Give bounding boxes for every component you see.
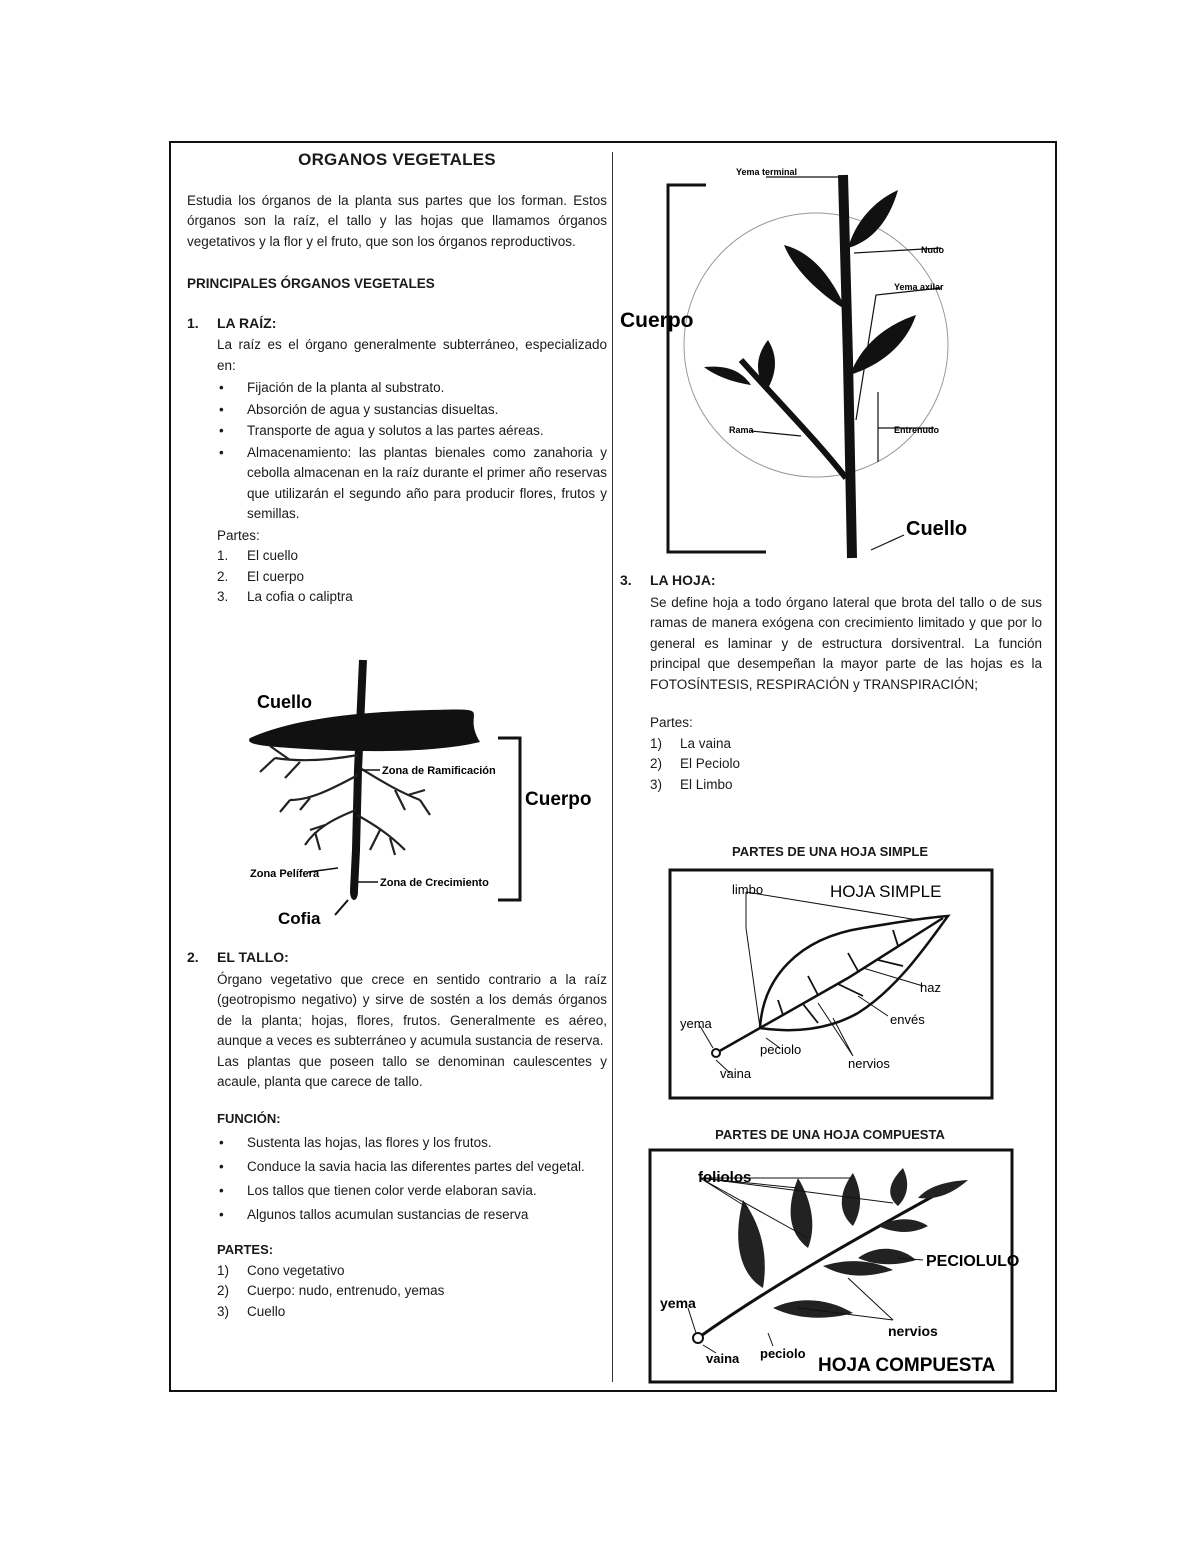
funcion-label: FUNCIÓN: [217,1110,281,1126]
list-item: 1) La vaina [650,735,732,751]
list-item: 1) Cono vegetativo [217,1262,345,1278]
raiz-heading [187,313,607,334]
simple-haz-label: haz [920,980,941,995]
stem-branch [741,360,846,478]
root-cuello-label: Cuello [257,692,313,712]
raiz-number: 1. [187,314,199,331]
stem-nudo-label: Nudo [921,245,944,255]
compound-peciolulo-label: PECIOLULO [926,1253,1020,1270]
list-item: 2) Cuerpo: nudo, entrenudo, yemas [217,1283,445,1298]
simple-vaina-label: vaina [720,1066,752,1081]
cuerpo-bracket [498,738,520,900]
list-item: 3) Cuello [217,1303,286,1319]
simple-enves-label: envés [890,1012,925,1027]
stem-rama-label: Rama [729,425,754,435]
principal-heading: PRINCIPALES ÓRGANOS VEGETALES [187,276,435,291]
hoja-simple-diagram [668,868,994,1100]
stem-cuerpo-label: Cuerpo [620,309,694,332]
list-item: 2) El Peciolo [650,756,741,771]
list-item: 1. El cuello [217,548,299,563]
compound-peciolo-label: peciolo [760,1346,806,1361]
list-item: • Almacenamiento: las plantas bienales como zanahoria y cebolla almacenan en la raíz durante el primer año reservas que utilizarán el segundo año para producir flores, frutos y semillas. [217,443,607,525]
list-item: 3) El Limbo [650,776,733,792]
raiz-title: LA RAÍZ: [217,314,277,331]
list-item: • Los tallos que tienen color verde elaboran savia. [217,1179,607,1202]
tallo-section [187,947,607,1322]
tallo-text-2: Las plantas que poseen tallo se denominan caulescentes y acaule, planta que carece de tallo. [217,1053,607,1089]
simple-yema-label: yema [680,1016,712,1031]
list-item: • Sustenta las hojas, las flores y los frutos. [217,1131,607,1154]
hoja-compuesta-diagram [648,1148,1020,1384]
stem-yema-terminal-label: Yema terminal [736,167,798,177]
list-item: • Conduce la savia hacia las diferentes partes del vegetal. [217,1155,607,1178]
stem-diagram [616,160,968,570]
tallo-partes-list [187,1261,607,1323]
list-item: • Algunos tallos acumulan sustancias de reserva [217,1203,607,1226]
compound-foliolos-label: foliolos [698,1169,752,1186]
list-item: 3. La cofia o caliptra [217,589,353,604]
hoja-section [620,570,1042,795]
hoja-simple-box [670,870,992,1098]
page-title: ORGANOS VEGETALES [298,150,496,169]
partes-label: PARTES: [217,1242,274,1257]
list-item: • Transporte de agua y solutos a las partes aéreas. [217,421,607,442]
raiz-parts-list [187,546,607,608]
root-diagram [230,650,610,940]
hoja-number: 3. [620,572,632,588]
simple-box-title: HOJA SIMPLE [830,882,942,901]
compound-nervios-label: nervios [888,1323,938,1339]
list-item: • Fijación de la planta al substrato. [217,378,607,399]
column-divider [612,152,613,1382]
raiz-bullets [187,378,607,525]
list-item: 2. El cuerpo [217,568,305,584]
compound-vaina-label: vaina [706,1351,740,1366]
simple-peciolo-label: peciolo [760,1042,802,1057]
hoja-parts-list [620,734,1042,796]
stem-circle [684,213,948,477]
root-ramificacion-label: Zona de Ramificación [382,765,496,777]
simple-limbo-label: limbo [732,882,764,897]
intro-paragraph: Estudia los órganos de la planta sus partes que los forman. Estos órganos son la raíz, el tallo y las hojas que llamamos órganos vegetativos y la flor y el fruto, que son los órganos reproductivos. [187,192,607,249]
compound-yema-label: yema [660,1295,696,1311]
tallo-heading [187,947,607,968]
hoja-compuesta-title: PARTES DE UNA HOJA COMPUESTA [715,1127,945,1142]
list-item: • Absorción de agua y sustancias disueltas. [217,400,607,421]
raiz-text: La raíz es el órgano generalmente subterráneo, especializado en: [217,337,607,373]
hoja-title: LA HOJA: [650,572,716,588]
stem-yema-axilar-label: Yema axilar [894,282,944,292]
hoja-text: Se define hoja a todo órgano lateral que brota del tallo o de sus ramas de manera exógena con crecimiento limitado y que por lo general es laminar y de estructura dorsiventral. La función principal que desempeñan la mayor parte de las hojas es la FOTOSÍNTESIS, RESPIRACIÓN y TRANSPIRACIÓN; [650,594,1042,692]
stem-cuello-label: Cuello [906,518,968,540]
tallo-title: EL TALLO: [217,949,289,965]
hoja-parts-label: Partes: [650,715,693,730]
stem-main [843,175,852,558]
hoja-simple-title: PARTES DE UNA HOJA SIMPLE [732,844,928,859]
soil-shape [249,709,480,751]
raiz-parts-label: Partes: [217,527,260,543]
stem-leaves [704,190,916,392]
root-cofia-label: Cofia [278,909,321,928]
root-cap-shape [350,884,358,900]
main-root [354,660,363,890]
root-branches [260,746,430,855]
root-cuerpo-label: Cuerpo [525,789,592,810]
compound-box-title: HOJA COMPUESTA [818,1355,996,1376]
simple-nervios-label: nervios [848,1056,890,1071]
tallo-text-1: Órgano vegetativo que crece en sentido contrario a la raíz (geotropismo negativo) y sirve de sostén a los demás órganos de la planta; hojas, flores, frutos. Generalmente es aéreo, aunque a veces es subterráneo y acumula sustancia de reserva. [217,971,607,1048]
funcion-list [187,1131,607,1226]
root-pelifera-label: Zona Pelífera [250,868,320,880]
tallo-number: 2. [187,949,199,965]
left-column [187,150,607,608]
stem-entrenudo-label: Entrenudo [894,425,939,435]
hoja-heading [620,570,1042,591]
root-crecimiento-label: Zona de Crecimiento [380,877,489,889]
